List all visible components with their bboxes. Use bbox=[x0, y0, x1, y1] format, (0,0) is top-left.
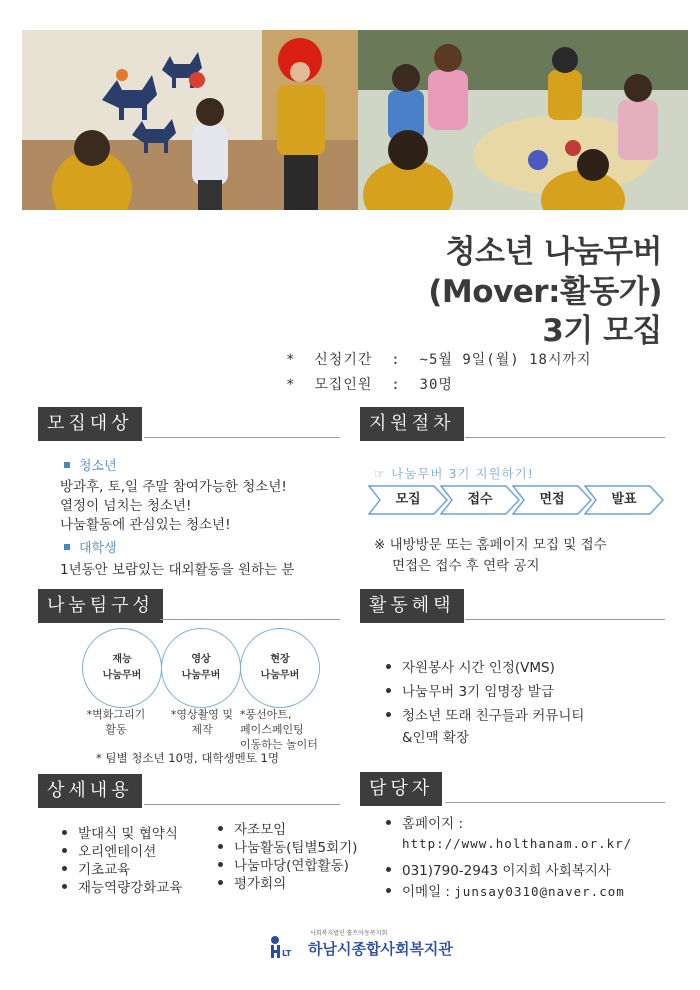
detail-left-4 bbox=[62, 876, 182, 896]
contact-homepage-label bbox=[386, 812, 463, 832]
bullet-dot-icon bbox=[386, 712, 391, 717]
detail-left-3 bbox=[62, 858, 130, 878]
step-announce-label: 발표 bbox=[611, 492, 637, 507]
team-note-talent bbox=[66, 707, 166, 737]
detail-left-4-text: 재능역량강화교육 bbox=[78, 880, 183, 896]
contact-phone bbox=[386, 859, 611, 879]
footer-small-text: 사회복지법인 홀트아동복지회 bbox=[310, 930, 388, 937]
step-receive-label: 접수 bbox=[467, 492, 493, 507]
team-note-talent-l1: *벽화그리기 bbox=[86, 708, 146, 721]
procedure-header: 지원절차 bbox=[360, 407, 464, 441]
step-recruit bbox=[368, 485, 448, 515]
detail-left-2 bbox=[62, 840, 156, 860]
bullet-dot-icon bbox=[62, 866, 67, 871]
detail-right-2-text: 나눔활동(팀별5회기) bbox=[234, 840, 358, 856]
youth-line-1: 방과후, 토,일 주말 참여가능한 청소년! bbox=[60, 479, 287, 495]
bullet-dot-icon bbox=[386, 888, 391, 893]
detail-right-1-text: 자조모임 bbox=[234, 822, 287, 838]
holt-logo-icon bbox=[268, 934, 308, 960]
bullet-dot-icon bbox=[386, 688, 391, 693]
procedure-caption: ☞ 나눔무버 3기 지원하기! bbox=[374, 466, 534, 481]
procedure-note-1: ※ 내방방문 또는 홈페이지 모집 및 접수 bbox=[374, 537, 607, 553]
youth-line-3: 나눔활동에 관심있는 청소년! bbox=[60, 517, 231, 533]
bullet-dot-icon bbox=[218, 844, 223, 849]
step-interview bbox=[512, 485, 592, 515]
benefit-item-network: &인맥 확장 bbox=[402, 730, 469, 746]
college-line: 1년동안 보람있는 대외활동을 원하는 분 bbox=[60, 562, 295, 578]
title-line-1: 청소년 나눔무버 bbox=[445, 234, 662, 270]
target-header: 모집대상 bbox=[38, 407, 142, 441]
college-label-text: 대학생 bbox=[79, 541, 117, 556]
team-circle-video-bottom: 나눔무버 bbox=[181, 670, 221, 681]
benefits-header: 활동혜택 bbox=[360, 589, 464, 623]
detail-right-4 bbox=[218, 872, 286, 892]
bullet-dot-icon bbox=[386, 820, 391, 825]
team-circle-field-bottom: 나눔무버 bbox=[260, 670, 300, 681]
team-note-field-l1: *풍선아트, bbox=[240, 708, 292, 721]
contact-phone-text: 031)790-2943 이지희 사회복지사 bbox=[402, 863, 611, 879]
contact-header: 담당자 bbox=[360, 772, 442, 806]
detail-right-3 bbox=[218, 854, 349, 874]
team-note-field-l3: 이동하는 놀이터 bbox=[240, 738, 318, 751]
square-bullet-icon bbox=[64, 462, 70, 468]
youth-label-text: 청소년 bbox=[79, 459, 117, 474]
detail-right-3-text: 나눔마당(연합활동) bbox=[234, 858, 349, 874]
svg-text:LT: LT bbox=[282, 949, 292, 958]
team-note-video bbox=[152, 707, 252, 737]
team-circle-field bbox=[240, 628, 320, 708]
contact-email-link[interactable]: junsay0310@naver.com bbox=[454, 884, 625, 899]
detail-left-1-text: 발대식 및 협약식 bbox=[78, 826, 178, 842]
contact-email-label: 이메일 : bbox=[402, 884, 450, 900]
youth-line-2: 열정이 넘치는 청소년! bbox=[60, 498, 192, 514]
title-line-3: 3기 모집 bbox=[542, 313, 662, 349]
benefit-item-certificate-text: 나눔무버 3기 임명장 발급 bbox=[402, 684, 554, 700]
step-receive bbox=[440, 485, 520, 515]
benefit-item-vms-text: 자원봉사 시간 인정(VMS) bbox=[402, 660, 555, 676]
footer-org-name: 하남시종합사회복지관 bbox=[308, 940, 453, 958]
team-rule bbox=[160, 619, 340, 620]
team-header: 나눔팀구성 bbox=[38, 589, 163, 623]
details-header: 상세내용 bbox=[38, 774, 142, 808]
team-circle-talent-bottom: 나눔무버 bbox=[102, 670, 142, 681]
team-note-field bbox=[240, 707, 360, 752]
details-rule bbox=[144, 804, 340, 805]
bullet-dot-icon bbox=[218, 880, 223, 885]
detail-left-1 bbox=[62, 822, 178, 842]
team-note-talent-l2: 활동 bbox=[105, 723, 127, 736]
bullet-dot-icon bbox=[62, 884, 67, 889]
team-note-field-l2: 페이스페인팅 bbox=[240, 723, 304, 736]
team-note-video-l2: 제작 bbox=[191, 723, 213, 736]
detail-right-2 bbox=[218, 836, 357, 856]
activity-photo-left bbox=[22, 30, 358, 210]
contact-rule bbox=[445, 802, 665, 803]
procedure-note-2: 면접은 접수 후 연락 공지 bbox=[392, 558, 540, 574]
contact-homepage-label-text: 홈페이지 : bbox=[402, 816, 464, 832]
step-interview-label: 면접 bbox=[539, 492, 565, 507]
benefit-item-community-text: 청소년 또래 친구들과 커뮤니티 bbox=[402, 708, 585, 724]
bullet-dot-icon bbox=[386, 867, 391, 872]
contact-homepage-link[interactable]: http://www.holthanam.or.kr/ bbox=[402, 836, 633, 851]
activity-photo-right bbox=[358, 30, 688, 210]
procedure-rule bbox=[465, 437, 665, 438]
bullet-dot-icon bbox=[62, 830, 67, 835]
benefits-rule bbox=[465, 619, 665, 620]
team-circle-talent bbox=[82, 628, 162, 708]
title-line-2: (Mover:활동가) bbox=[428, 274, 662, 310]
recruit-count: * 모집인원 : 30명 bbox=[286, 377, 453, 393]
college-label bbox=[64, 537, 117, 556]
benefit-item-vms bbox=[386, 656, 555, 676]
square-bullet-icon bbox=[64, 544, 70, 550]
detail-left-3-text: 기초교육 bbox=[78, 862, 131, 878]
contact-email-row bbox=[386, 880, 625, 900]
team-note-video-l1: *영상촬영 및 bbox=[170, 708, 234, 721]
youth-label bbox=[64, 455, 117, 474]
team-circle-field-top: 현장 bbox=[270, 654, 290, 665]
application-period: * 신청기간 : ~5월 9일(월) 18시까지 bbox=[286, 352, 592, 368]
bullet-dot-icon bbox=[218, 826, 223, 831]
bullet-dot-icon bbox=[386, 664, 391, 669]
benefit-item-certificate bbox=[386, 680, 554, 700]
bullet-dot-icon bbox=[218, 862, 223, 867]
detail-right-4-text: 평가회의 bbox=[234, 876, 287, 892]
team-footnote: * 팀별 청소년 10명, 대학생멘토 1명 bbox=[96, 751, 279, 765]
detail-left-2-text: 오리엔테이션 bbox=[78, 844, 157, 860]
team-circle-video bbox=[161, 628, 241, 708]
target-rule bbox=[144, 437, 340, 438]
team-circle-video-top: 영상 bbox=[191, 654, 211, 665]
detail-right-1 bbox=[218, 818, 286, 838]
step-announce bbox=[584, 485, 664, 515]
step-recruit-label: 모집 bbox=[395, 492, 421, 507]
team-circle-talent-top: 재능 bbox=[112, 654, 132, 665]
benefit-item-community bbox=[386, 704, 584, 724]
bullet-dot-icon bbox=[62, 848, 67, 853]
